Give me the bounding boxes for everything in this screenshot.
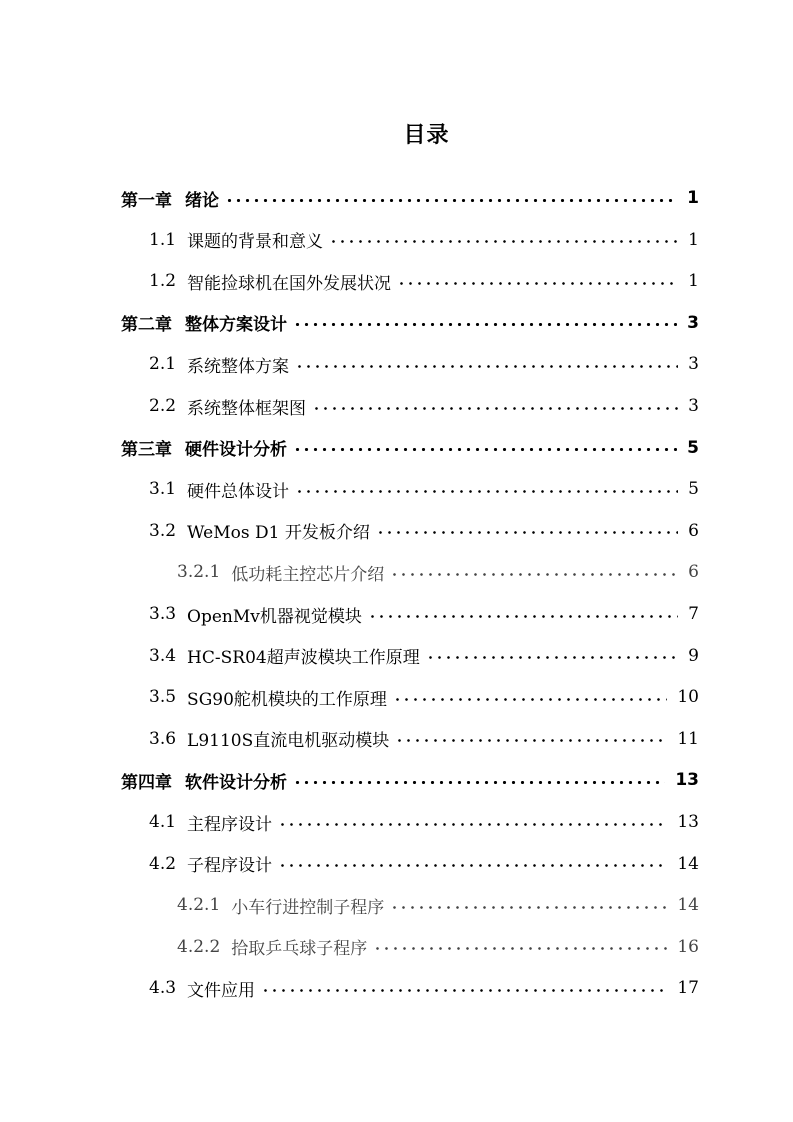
toc-chapter-3[interactable] [121,433,699,463]
dot-leader [376,531,678,534]
dot-leader [390,573,678,576]
toc-section-4-1[interactable] [149,807,699,837]
toc-entry-page: 13 [677,812,699,832]
toc-entry-page: 1 [688,229,699,250]
toc-entry-number: 3.2 [149,520,177,541]
toc-chapter-1[interactable] [121,183,699,213]
dot-leader [295,365,678,368]
toc-entry-page: 1 [688,271,699,292]
toc-section-3-1[interactable] [149,474,699,504]
toc-section-3-6[interactable] [149,724,699,754]
toc-entry-number: 1.2 [149,271,177,292]
toc-entry-page: 5 [687,437,699,458]
dot-leader [293,323,677,326]
toc-entry-number: 4.1 [149,812,177,832]
dot-leader [397,282,678,285]
toc-section-3-4[interactable] [149,641,699,671]
toc-entry-page: 1 [687,188,699,208]
dot-leader [426,656,678,659]
dot-leader [293,448,677,451]
toc-entry-page: 14 [677,853,699,874]
dot-leader [295,490,678,493]
dot-leader [390,906,667,909]
toc-section-1-2[interactable] [149,266,699,296]
toc-entry-title: 课题的背景和意义 [187,232,324,253]
toc-entry-title: 整体方案设计 [185,315,287,336]
toc-chapter-2[interactable] [121,308,699,338]
toc-entry-page: 6 [688,562,699,583]
toc-entry-page: 5 [688,479,699,500]
toc-section-4-2[interactable] [149,849,699,879]
toc-entry-page: 7 [688,604,699,624]
toc-entry-number: 4.2 [149,853,177,874]
toc-entry-number: 3.5 [149,687,177,708]
toc-entry-number: 4.2.1 [177,895,221,916]
dot-leader [278,864,667,867]
toc-entry-title: 主程序设计 [187,814,273,835]
toc-entry-number: 2.1 [149,354,177,375]
toc-entry-page: 14 [677,895,699,916]
toc-section-3-5[interactable] [149,682,699,712]
toc-entry-page: 3 [687,312,699,333]
toc-chapter-4[interactable] [121,765,699,795]
toc-entry-number: 第三章 [121,440,172,461]
dot-leader [293,781,665,784]
toc-section-2-1[interactable] [149,349,699,379]
toc-section-3-2[interactable] [149,516,699,546]
toc-section-1-1[interactable] [149,225,699,255]
toc-subsection-3-2-1[interactable] [177,557,699,587]
dot-leader [393,698,667,701]
toc-entry-page: 3 [688,396,699,416]
toc-entry-number: 3.2.1 [177,562,221,583]
toc-entry-number: 第四章 [121,772,172,793]
dot-leader [261,989,667,992]
toc-entry-title: L9110S直流电机驱动模块 [187,731,390,752]
toc-section-3-3[interactable] [149,599,699,629]
toc-entry-number: 1.1 [149,229,177,250]
toc-entry-title: 软件设计分析 [185,772,287,793]
page-title: 目录 [403,123,450,148]
toc-entry-title: SG90舵机模块的工作原理 [187,689,387,710]
toc-entry-number: 3.3 [149,604,177,624]
toc-entry-title: HC-SR04超声波模块工作原理 [187,648,420,669]
toc-entry-page: 9 [688,645,699,666]
toc-entry-number: 3.4 [149,645,177,666]
toc-entry-title: OpenMv机器视觉模块 [187,606,362,627]
toc-entry-page: 6 [688,520,699,541]
toc-section-2-2[interactable] [149,391,699,421]
toc-entry-number: 第二章 [121,315,172,336]
dot-leader [312,407,678,410]
dot-leader [225,199,677,202]
dot-leader [278,823,667,826]
toc-entry-title: WeMos D1 开发板介绍 [187,523,370,544]
toc-entry-page: 3 [688,354,699,375]
toc-entry-number: 3.1 [149,479,177,500]
toc-entry-page: 11 [677,728,699,749]
toc-section-4-3[interactable] [149,973,699,1003]
toc-subsection-4-2-1[interactable] [177,890,699,920]
toc-entry-number: 3.6 [149,728,177,749]
toc-entry-title: 子程序设计 [187,856,273,877]
toc-entry-page: 17 [677,978,699,999]
dot-leader [368,615,678,618]
toc-entry-page: 16 [677,936,699,957]
toc-subsection-4-2-2[interactable] [177,932,699,962]
toc-entry-title: 小车行进控制子程序 [231,897,385,918]
toc-entry-title: 系统整体方案 [187,356,290,377]
toc-entry-number: 2.2 [149,396,177,416]
toc-entry-number: 4.3 [149,978,177,999]
toc-entry-title: 智能捡球机在国外发展状况 [187,273,392,294]
dot-leader [395,739,667,742]
toc-entry-number: 第一章 [121,190,172,211]
toc-entry-title: 硬件设计分析 [185,440,287,461]
toc-entry-title: 低功耗主控芯片介绍 [231,564,385,585]
toc-entry-page: 10 [677,687,699,708]
toc-entry-title: 硬件总体设计 [187,481,290,502]
toc-entry-title: 系统整体框架图 [187,398,307,419]
dot-leader [373,947,667,950]
toc-entry-title: 拾取乒乓球子程序 [231,939,368,960]
toc-entry-title: 绪论 [185,190,219,211]
toc-entry-number: 4.2.2 [177,936,221,957]
dot-leader [329,240,678,243]
toc-entry-title: 文件应用 [187,980,256,1001]
toc-entry-page: 13 [675,770,699,791]
